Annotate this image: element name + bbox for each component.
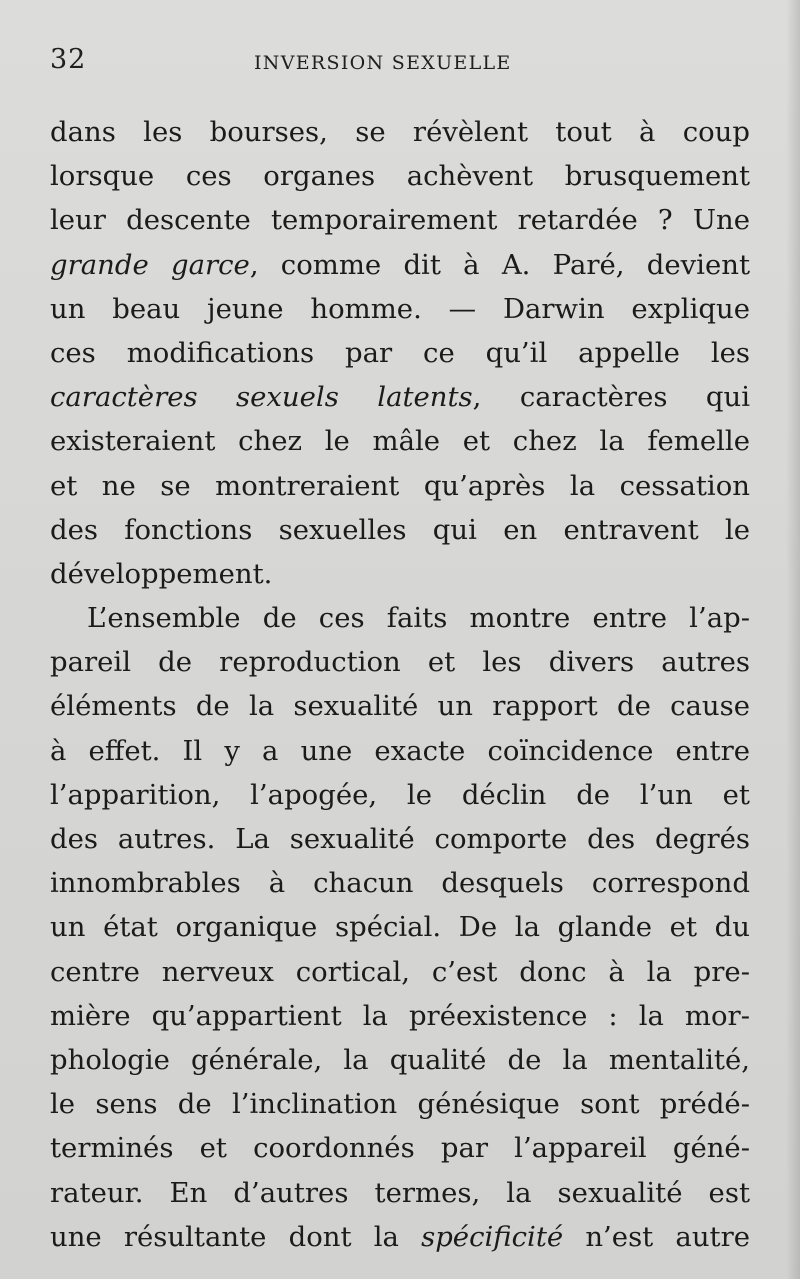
text-line: l’apparition, l’apogée, le déclin de l’un et — [50, 778, 750, 811]
text-line: phologie générale, la qualité de la mentalité, — [50, 1043, 750, 1076]
text-line: rateur. En d’autres termes, la sexualité est — [50, 1176, 750, 1209]
paragraph-last-line: développement. — [50, 557, 273, 590]
text-line: un beau jeune homme. — Darwin explique — [50, 292, 750, 325]
page-header — [50, 44, 750, 84]
page-number: 32 — [50, 44, 87, 75]
text-line: un état organique spécial. De la glande et du — [50, 911, 750, 944]
page-edge-shadow — [786, 0, 800, 1279]
paragraph-first-line: L’ensemble de ces faits montre entre l’ap- — [87, 602, 750, 635]
text-line: terminés et coordonnés par l’appareil géné- — [50, 1132, 750, 1165]
text-line: des fonctions sexuelles qui en entravent le — [50, 513, 750, 546]
text-line: et ne se montreraient qu’après la cessation — [50, 469, 750, 502]
italic-phrase: spécificité — [421, 1220, 564, 1253]
text-line: lorsque ces organes achèvent brusquement — [50, 160, 750, 193]
text-line — [50, 243, 750, 287]
text-line: mière qu’appartient la préexistence : la mor- — [50, 999, 750, 1032]
body-text — [50, 110, 750, 1259]
text-line-end: , caractères qui — [472, 381, 751, 414]
text-line — [50, 1215, 750, 1259]
italic-phrase: grande garce — [50, 248, 250, 281]
text-line: des autres. La sexualité comporte des degrés — [50, 823, 750, 855]
text-line: le sens de l’inclination génésique sont prédé- — [50, 1088, 750, 1121]
text-line — [50, 375, 750, 419]
text-line: dans les bourses, se révèlent tout à coup — [50, 116, 750, 148]
running-title: INVERSION SEXUELLE — [254, 52, 512, 74]
text-line: ces modifications par ce qu’il appelle les — [50, 336, 750, 369]
text-line-end: , comme dit à A. Paré, devient — [249, 248, 750, 281]
text-line: innombrables à chacun desquels correspond — [50, 867, 750, 900]
text-line-end: n’est autre — [563, 1220, 750, 1253]
text-line: existeraient chez le mâle et chez la femelle — [50, 425, 750, 458]
italic-phrase: caractères sexuels latents — [50, 381, 473, 414]
text-line: centre nerveux cortical, c’est donc à la pre- — [50, 955, 750, 988]
text-line: pareil de reproduction et les divers autres — [50, 646, 750, 679]
text-line-start: une résultante dont la — [50, 1220, 422, 1253]
text-line: à effet. Il y a une exacte coïncidence entre — [50, 734, 750, 767]
text-line: éléments de la sexualité un rapport de cause — [50, 690, 750, 723]
text-line: leur descente temporairement retardée ? Une — [50, 204, 750, 237]
